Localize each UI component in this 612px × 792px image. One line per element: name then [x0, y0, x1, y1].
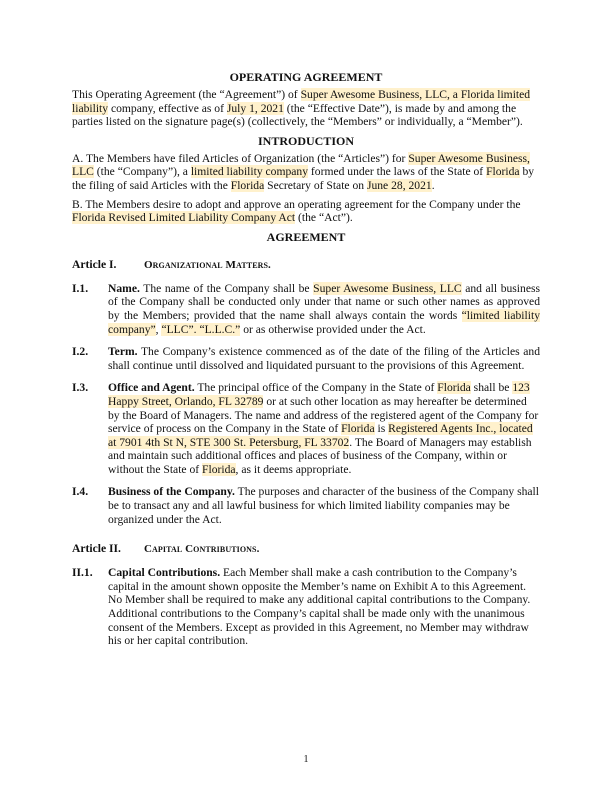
- text: The name of the Company shall be: [139, 281, 314, 295]
- text: B. The Members desire to adopt and approve an operating agreement for the Company under the: [72, 197, 521, 211]
- highlighted-field[interactable]: Florida: [437, 381, 471, 395]
- section-item: [72, 345, 540, 372]
- text: The Company’s existence commenced as of the date of the filing of the Articles and shall continue until dissolved and liquidated pursuant to the provisions of this Agreement.: [108, 345, 540, 372]
- text: The purposes and character of the business of the Company shall be to transact any and all lawful business for which limited liability companies may be organized under the Act.: [108, 485, 539, 526]
- text: by the filing of said Articles with the: [72, 165, 535, 192]
- highlighted-field[interactable]: July 1, 2021: [226, 101, 284, 115]
- section-lead: Capital Contributions.: [108, 566, 221, 580]
- recital-a: [72, 152, 540, 193]
- text: and all business of the Company shall be conducted only under that name or such other names as approved by the Members; provided that the name shall always contain the words: [108, 281, 540, 322]
- section-item: [72, 566, 540, 648]
- section-lead: Business of the Company.: [108, 485, 235, 499]
- highlighted-field[interactable]: “limited liability company”: [108, 308, 540, 336]
- text: Secretary of State on: [264, 178, 367, 192]
- highlighted-field[interactable]: “LLC”. “L.L.C.”: [161, 322, 241, 336]
- document-title: OPERATING AGREEMENT: [229, 70, 383, 84]
- highlighted-field[interactable]: Florida: [486, 165, 520, 179]
- section-body: [108, 566, 540, 648]
- highlighted-field[interactable]: Florida: [230, 178, 265, 192]
- text: (the “Act”).: [295, 211, 353, 225]
- section-item: [72, 282, 540, 336]
- page-number: 1: [303, 754, 309, 765]
- highlighted-field[interactable]: Florida Revised Limited Liability Company Act: [72, 211, 296, 225]
- article-number: Article I.: [72, 257, 117, 271]
- section-number: II.1.: [72, 566, 93, 580]
- text: or at such other location as may hereafter be determined by the Board of Managers. The name and address of the registered agent of the Company for service of process on the Company in the State of: [108, 394, 539, 436]
- highlighted-field[interactable]: Registered Agents Inc., located at 7901 4th St N, STE 300 St. Petersburg, FL 33702: [108, 422, 533, 449]
- highlighted-field[interactable]: Florida: [341, 422, 375, 436]
- text: . The Board of Managers may establish and maintain such additional offices and places of business of the Company, within or without the State of: [108, 435, 532, 476]
- section-body: [108, 485, 540, 526]
- text: (the “Company”), a: [93, 165, 191, 179]
- article-title: Organizational Matters.: [144, 258, 271, 271]
- section-number: I.3.: [72, 381, 89, 395]
- section-item: [72, 485, 540, 526]
- text: , as it deems appropriate.: [235, 462, 352, 476]
- highlighted-field[interactable]: Super Awesome Business, LLC, a Florida limited liability: [72, 88, 531, 115]
- section-lead: Office and Agent.: [108, 381, 195, 395]
- text: Each Member shall make a cash contribution to the Company’s capital in the amount shown opposite the Member’s name on Exhibit A to this Agreement. No Member shall be required to make any additional capital contributions to the Company. Additional contributions to the Company’s capital shall be made only with the unanimous consent of the Members. Except as provided in this Agreement, no Member may withdraw his or her capital contribution.: [108, 566, 531, 648]
- text: is: [374, 422, 389, 436]
- article-number: Article II.: [72, 542, 121, 556]
- text: or as otherwise provided under the Act.: [240, 322, 426, 336]
- article-heading: [72, 542, 540, 556]
- section-body: [108, 381, 540, 476]
- highlighted-field[interactable]: Super Awesome Business, LLC: [72, 151, 530, 179]
- section-number: I.2.: [72, 345, 89, 359]
- text: The principal office of the Company in the State of: [194, 381, 438, 395]
- text: ,: [155, 322, 162, 336]
- text: This Operating Agreement (the “Agreement”) of: [72, 88, 301, 101]
- highlighted-field[interactable]: 123 Happy Street, Orlando, FL 32789: [108, 381, 530, 408]
- text: (the “Effective Date”), is made by and among the parties listed on the signature page(s) (collectively, the “Members” or individually, a “Member”).: [72, 101, 523, 129]
- article-title: Capital Contributions.: [144, 543, 260, 556]
- text: shall be: [470, 381, 513, 395]
- article-heading: [72, 258, 540, 272]
- highlighted-field[interactable]: Florida: [202, 462, 236, 476]
- text: A. The Members have filed Articles of Organization (the “Articles”) for: [72, 151, 409, 165]
- section-item: [72, 381, 540, 476]
- section-lead: Name.: [108, 281, 140, 295]
- highlighted-field[interactable]: limited liability company: [190, 165, 309, 179]
- document-page: [72, 70, 540, 657]
- section-lead: Term.: [108, 345, 138, 359]
- text: company, effective as of: [108, 101, 227, 115]
- preamble-paragraph: [72, 88, 540, 129]
- highlighted-field[interactable]: Super Awesome Business, LLC: [313, 281, 462, 295]
- section-number: I.1.: [72, 281, 89, 295]
- highlighted-field[interactable]: June 28, 2021: [366, 178, 432, 192]
- section-body: [108, 282, 540, 336]
- recital-b: [72, 198, 540, 225]
- section-number: I.4.: [72, 485, 89, 499]
- text: formed under the laws of the State of: [308, 165, 487, 179]
- section-body: [108, 345, 540, 372]
- agreement-heading: AGREEMENT: [266, 229, 346, 244]
- text: .: [431, 178, 435, 192]
- introduction-heading: INTRODUCTION: [257, 133, 354, 148]
